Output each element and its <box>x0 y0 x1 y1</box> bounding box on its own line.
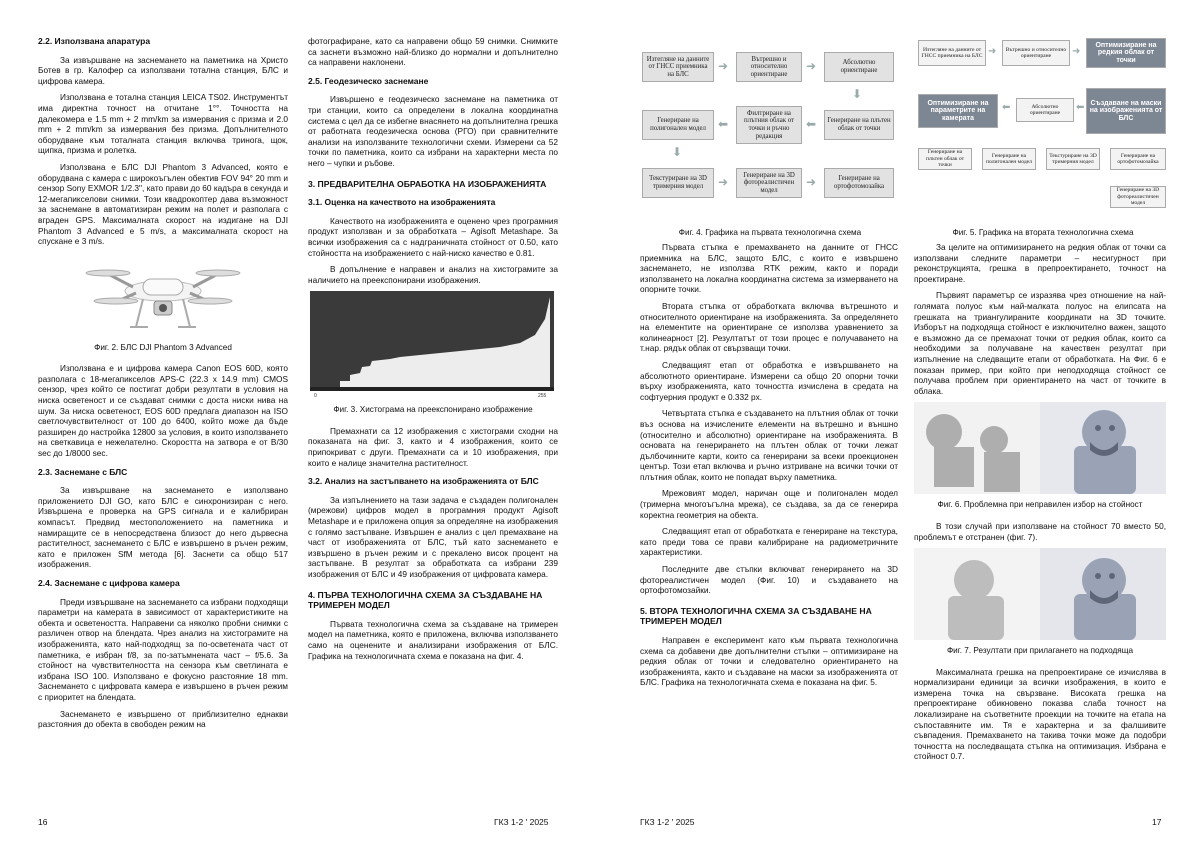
section-2-4-title: 2.4. Заснемане с цифрова камера <box>38 577 180 588</box>
footer-page-number: 16 <box>38 817 48 827</box>
paragraph: Първата технологична схема за създаване на тримерен модел на паметника, която е приложена, включва използването само на оценените и анализирани изображения от БЛС. Графика на технологичната схема е показана на фиг. 4. <box>308 618 558 661</box>
flow-step: Генериране на плътен облак от точки <box>824 110 894 140</box>
paragraph: За извършване на заснемането на паметника на Христо Ботев в гр. Калофер са използвани тотална станция, БЛС и цифрова камера. <box>38 54 288 86</box>
flow-step: Генериране на полигонален модел <box>642 110 714 140</box>
histogram-chart <box>310 291 554 399</box>
figure-3-caption: Фиг. 3. Хистограма на преекспонирано изображение <box>333 405 533 415</box>
figure-7-caption: Фиг. 7. Резултати при прилагането на подходяща <box>946 646 1134 656</box>
paragraph: Следващият етап от обработката е генериране на текстура, като преди това се прави калибриране на радиометричните характеристики. <box>640 526 898 558</box>
right-page <box>600 0 1200 849</box>
flow-step: Вътрешно и относително ориентиране <box>1002 40 1070 66</box>
arrow-right-icon: ➜ <box>806 175 817 189</box>
model-result-image <box>914 548 1166 640</box>
figure-6-caption: Фиг. 6. Проблемна при неправилен избор на стойност <box>937 500 1143 510</box>
flow-step: Генериране на 3D фотореалистичен модел <box>736 168 802 198</box>
arrow-right-icon: ➜ <box>718 59 729 73</box>
histogram-max-label: 255 <box>538 393 547 400</box>
point-cloud-image <box>914 402 1166 494</box>
flow-step: Генериране на плътен облак от точки <box>918 148 972 170</box>
flow-step: Текстуриране на 3D тримерния модел <box>1046 148 1100 170</box>
paragraph: Използвана е и цифрова камера Canon EOS 60D, която разполага с 18-мегапикселов APS-C (22.3 x 14.9 mm) CMOS сензор, чрез който се постигат добри резултати в условия на ниска осветеност и се създават снимки с доста ниски нива на шум. За ниска осветеност, EOS 60D предлага диапазон на ISO светлочувствителност от 100 до 6400, който може да бъде разширен до настройка 12800 за условия, в които използването на светкавица е нежелателно. Скоростта на затвора е от В/30 sec до 1/8000 sec. <box>38 363 288 459</box>
paragraph: Максималната грешка на препроектиране се изчислява в нормализирани единици за всички изображения, в които е измерена точка на свързване. Високата грешка на препроектиране обикновено показва слаба точност на локализиране на съответните проекции на точките на етапа на съпоставяните им. Тя е характерна и за фалшивите съвпадения. Премахването на такива точки може да подобри точността на последващата стъпка на оптимизация. Избрана е стойност 0.7. <box>914 666 1166 762</box>
flow-step: Генериране на полигонален модел <box>982 148 1036 170</box>
flow-step: Генериране на 3D фотореалистичен модел <box>1110 186 1166 208</box>
paragraph: Направен е експеримент като към първата технологична схема са добавени две допълнителни стъпки – оптимизиране на редкия облак от точки и следователно ориентирането на изображенията, както и създаване на маски за изображенията от БЛС. Графика на технологичната схема е показана на фиг. 5. <box>640 635 898 688</box>
section-3-1-title: 3.1. Оценка на качеството на изображенията <box>308 197 496 208</box>
paragraph: В този случай при използване на стойност 70 вместо 50, проблемът е отстранен (фиг. 7). <box>914 520 1166 542</box>
paragraph: Премахнати са 12 изображения с хистограми сходни на показаната на фиг. 3, както и 4 изображения, които се припокриват с други. Премахнати са и 10 изображения, при които е налице значителна растителност. <box>308 425 558 468</box>
paragraph: За изпълнението на тази задача е създаден полигонален (мрежови) цифров модел в програмния продукт Agisoft Metashape и е приложена опция за определяне на изображения с голямо застъпване. Извършен е анализ с цел премахване на част от изображенията от БЛС, тъй като заснемането е извършено в ръчен режим и с прекалено висок процент на застъпване. В резултат за обработката са избрани 239 изображения от БЛС и 49 изображения от цифровата камера. <box>308 494 558 579</box>
flow-step: Филтриране на плътния облак от точки и ръчно редакция <box>736 106 802 144</box>
paragraph: За целите на оптимизирането на редкия облак от точки са използвани следните параметри – несигурност при реконструкцията, грешка в препроектирането, точност на проектиране. <box>914 242 1166 284</box>
figure-2-caption: Фиг. 2. БЛС DJI Phantom 3 Advanced <box>94 342 232 352</box>
flow-step: Абсолютно ориентиране <box>1016 98 1074 122</box>
paragraph: Извършено е геодезическо заснемане на паметника от три станции, които са определени в локална координатна система с цел да се избегне внасянето на допълнителна грешка от работната геодезическа основа (РГО) при сравнителните анализи на използваните технологични схеми. Измерени са 52 точки по паметника, които са избрани на характерни места по него – чупки и ръбове. <box>308 94 558 168</box>
arrow-left-icon: ⬅ <box>1076 102 1085 113</box>
paragraph: Първият параметър се изразява чрез отношение на най-голямата полуос към най-малката полуос на елипсата на грешката на триангулираните координати на 3D точките. Изборът на подходяща стойност е изключително важен, защото е възможно да се премахнат точки от редкия облак, които са необходими за получаване на качествен резултат при изпълнение на следващите етапи от обработката. На Фиг. 6 е показан пример, при който при неподходяща стойност се получава проблем при ориентирането на част от точките в облака. <box>914 290 1166 396</box>
drone-image <box>38 253 288 337</box>
paragraph: Използвана е тотална станция LEICA TS02. Инструментът има директна точност на отчитане 1°°. Точността на далекомера е 1.5 mm + 2 mm/km за измервания с призма и 2.0 mm + 2 mm/km за измервания без призма. Допълнителното оборудване към тоталната станция включва тринога, щок, щипка, призма и ролетка. <box>38 92 288 156</box>
figure-5-flowchart <box>918 36 1168 232</box>
footer-journal: ГКЗ 1-2 ' 2025 <box>494 817 549 827</box>
figure-3-histogram <box>310 291 558 399</box>
paragraph: В допълнение е направен и анализ на хистограмите за наличието на преекспонирани изображения. <box>308 264 558 285</box>
histogram-min-label: 0 <box>314 393 317 400</box>
figure-4-caption: Фиг. 4. Графика на първата технологична схема <box>678 228 862 237</box>
section-2-3-title: 2.3. Заснемане с БЛС <box>38 466 128 477</box>
flow-step: Текстуриране на 3D тримерния модел <box>642 168 714 198</box>
section-2-2-title: 2.2. Използвана апаратура <box>38 36 151 46</box>
figure-6-images <box>914 402 1166 494</box>
figure-4-flowchart <box>640 40 900 202</box>
paragraph: Четвъртата стъпка е създаването на плътния облак от точки въз основа на изчислените елементи на вътрешно и външно (относително и абсолютно) ориентиране на изображенията. В основата на генерирането на плътен облак от точки лежат дълбочинните карти, които са генерирани за всеки проекционен център. Този етап включва и ръчно изтриване на всички точки от плътния облак, които не попадат върху паметника. <box>640 408 898 482</box>
paragraph: Последните две стъпки включват генерирането на 3D фотореалистичен модел (Фиг. 10) и създаването на ортофотомозайки. <box>640 564 898 596</box>
flow-step: Вътрешно и относително ориентиране <box>736 52 802 82</box>
flow-step: Изтегляне на данните от ГНСС приемника на БЛС <box>918 40 986 66</box>
section-4-title: 4. ПЪРВА ТЕХНОЛОГИЧНА СХЕМА ЗА СЪЗДАВАНЕ НА ТРИМЕРЕН МОДЕЛ <box>308 589 543 611</box>
paragraph: Качеството на изображенията е оценено чрез програмния продукт използван и за обработката – Agisoft Metashape. За всички изображения са с надграничната стойност от 0.50, като стойността на изображението с най-ниско качество е 0.81. <box>308 215 558 258</box>
arrow-right-icon: ➜ <box>1072 46 1081 57</box>
paragraph: За извършване на заснемането е използвано приложението DJI GO, като БЛС е синхронизиран с него. Извършена е проверка на GPS сигнала и е калибриран компасът. Предвид местоположението на паметника и намиращите се в непосредствена близост до него дървесна растителност, заснемането с БЛС е извършено в ръчен режим, като е приложен SfM метода [6]. Заснети са общо 517 изображения. <box>38 485 288 570</box>
left-column-2 <box>308 32 558 667</box>
paragraph: Мрежовият модел, наричан още и полигонален модел (тримерна многоъгълна мрежа), се създава, за да се генерира коректна геометрия на обекта. <box>640 488 898 520</box>
figure-7-images <box>914 548 1166 640</box>
right-column-1 <box>640 242 898 694</box>
flow-step: Генериране на ортофотомозайка <box>824 168 894 198</box>
paragraph: фотографиране, като са направени общо 59 снимки. Снимките са заснети възможно най-близко до нормални и допълнително са направени наклонени. <box>308 36 558 68</box>
footer-page-number: 17 <box>1152 817 1162 827</box>
arrow-right-icon: ➜ <box>806 59 817 73</box>
paragraph: Следващият етап от обработка е извършването на абсолютното ориентиране. Измерени са общо 20 опорни точки върху изображенията, като точността изчислена в средата на софтуерния продукт е 0.332 px. <box>640 359 898 402</box>
flow-step: Оптимизиране на параметрите на камерата <box>918 94 998 128</box>
section-3-2-title: 3.2. Анализ на застъпването на изображенията от БЛС <box>308 476 539 487</box>
flow-step: Оптимизиране на редкия облак от точки <box>1086 38 1166 68</box>
arrow-left-icon: ⬅ <box>1002 102 1011 113</box>
paragraph: Заснемането е извършено от приблизително еднакви разстояния до обекта в свободен режим на <box>38 708 288 730</box>
right-column-2 <box>914 242 1166 768</box>
arrow-down-icon: ⬇ <box>672 145 683 159</box>
section-2-5-title: 2.5. Геодезическо заснемане <box>308 75 429 86</box>
section-3-title: 3. ПРЕДВАРИТЕЛНА ОБРАБОТКА НА ИЗОБРАЖЕНИЯТА <box>308 178 547 189</box>
figure-2-drone <box>38 253 288 337</box>
arrow-down-icon: ⬇ <box>852 87 863 101</box>
paragraph: Използвана е БЛС DJI Phantom 3 Advanced, която е оборудвана с камера с широкоъгълен обектив FOV 94° 20 mm и сензор Sony EXMOR 1/2.3", като прави до 60 кадъра в секунда и 12-мегапикселови снимки. Този квадрокоптер дава възможност за заснемане в автоматизиран режим на полет и разполага с вграден GPS. Максималната скорост на издигане на DJI Phantom 3 Advanced е 5 m/s, а максималната скорост на спускане е 3 m/s. <box>38 161 288 247</box>
arrow-right-icon: ➜ <box>988 46 997 57</box>
flow-step: Създаване на маски на изображенията от БЛС <box>1086 88 1166 134</box>
paragraph: Втората стъпка от обработката включва вътрешното и относителното ориентиране на изображенията. За определянето на елементите на ориентиране се използва уравнението за колинеарност [2]. Резултатът от този процес е получаването на т.нар. рядък облак от свързващи точки. <box>640 300 898 354</box>
arrow-left-icon: ⬅ <box>718 117 729 131</box>
paragraph: Преди извършване на заснемането са избрани подходящи параметри на камерата в зависимост от характеристиките на обекта и осветеността. Направени са няколко пробни снимки с различен отвор на блендата. Чрез анализ на хистограмите на изображенията, като най-подходящ за по-осветената част от паметника, е избран f/8, за по-затъмнената част – f/5.6. За стойност на чувствителността на сензора към светлината е избрана ISO 100. Използвано е фокусно разстояние 18 mm. Заснемането с цифровата камера е извършено в ръчен режим с приоритет на блендата. <box>38 596 288 702</box>
arrow-right-icon: ➜ <box>718 175 729 189</box>
flow-step: Абсолютно ориентиране <box>824 52 894 82</box>
section-5-title: 5. ВТОРА ТЕХНОЛОГИЧНА СХЕМА ЗА СЪЗДАВАНЕ НА ТРИМЕРЕН МОДЕЛ <box>640 605 872 627</box>
footer-journal: ГКЗ 1-2 ' 2025 <box>640 817 695 827</box>
left-column-1 <box>38 32 288 736</box>
paragraph: Първата стъпка е премахването на данните от ГНСС приемника на БЛС, защото БЛС, с които е извършено заснемането, не използва RTK режим, както и поради използването на локална координатна система за измерването на опорните точки. <box>640 242 898 295</box>
figure-5-caption: Фиг. 5. Графика на втората технологична схема <box>952 228 1134 237</box>
arrow-left-icon: ⬅ <box>806 117 817 131</box>
flow-step: Генериране на ортофотомозайка <box>1110 148 1166 170</box>
flow-step: Изтегляне на данните от ГНСС приемника на БЛС <box>642 52 714 82</box>
